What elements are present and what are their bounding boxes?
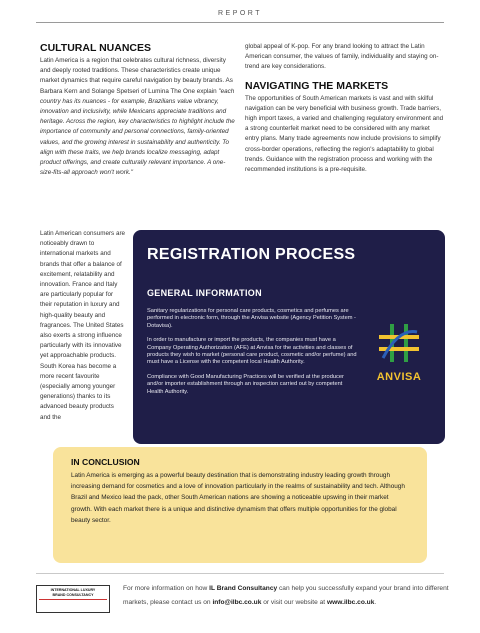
- registration-para-1: Sanitary regularizations for personal care products, cosmetics and perfumes are performed in electronic form, through the Anvisa website (Agency Petition System - Dotavisa).: [147, 308, 356, 329]
- anvisa-logo-icon: [377, 322, 421, 364]
- registration-para-3: Compliance with Good Manufacturing Practices will be verified at the producer and/or importer establishment through an inspection carried out by competent Health Authority.: [147, 373, 344, 395]
- ilbc-logo-line-2: BRAND CONSULTANCY: [52, 592, 94, 597]
- website-link[interactable]: www.ilbc.co.uk: [326, 599, 375, 606]
- cultural-paragraph: [40, 56, 236, 178]
- footer-text-b: can help you successfully expand your brand into different markets, please contact us on: [123, 585, 449, 606]
- cultural-quote: "each country has its nuances - for example, Brazilians value vibrancy, innovation and inclusivity, while Mexicans appreciate traditions and heritage. Across the region, key characteristics to highlight include the importance of community and personal connections, family-oriented values, and the growing interest in sustainability and authenticity. To align with these traits, we help brands localize messaging, adapt product offerings, and create culturally relevant importance. A one-size-fits-all approach won't work.": [40, 87, 235, 177]
- right-column: [245, 42, 445, 175]
- email-link[interactable]: info@ilbc.co.uk: [212, 599, 262, 606]
- cultural-section: [40, 42, 236, 178]
- cultural-heading: CULTURAL NUANCES: [40, 42, 152, 54]
- ilbc-logo-bar: [39, 599, 107, 600]
- conclusion-box: [53, 447, 427, 563]
- footer-text-a: For more information on how: [123, 585, 210, 592]
- footer-text: [123, 582, 453, 610]
- registration-box: [133, 230, 445, 444]
- registration-para-2: In order to manufacture or import the products, the companies must have a Company Operating Authorization (AFE) at Anvisa for the activities and classes of products they wish to market (personal care product, cosmetic and/or perfume) and must have a License with the competent local Health Authority.: [147, 337, 357, 366]
- brand-name: IL Brand Consultancy: [209, 585, 278, 592]
- footer-text-c: or visit our website at: [261, 599, 327, 606]
- conclusion-paragraph: Latin America is emerging as a powerful beauty destination that is demonstrating industry leading growth through increasing demand for cosmetics and a love of innovation particularly in the realms of sustainability and tech. Although Brazil and Mexico lead the pack, other South American nations are showing a noticeable upswing in their market growth. With each market there is a unique and distinctive dynamism that offers multiple opportunities for the global beauty sector.: [71, 472, 405, 524]
- footer-divider: [36, 573, 444, 574]
- navigating-paragraph: The opportunities of South American markets is vast and with skilful navigation can be very beneficial with business growth. Trade barriers, high import taxes, a varied and challenging regulatory environment and a strong counterfeit market need to be considered with any market entry plans. Many trade agreements now include provisions to simplify cross-border operations, reflecting the region's adaptability to global trends. Guidance with the registration process and working with the recommended institutions is a pre-requisite.: [245, 94, 444, 174]
- anvisa-logo: [369, 322, 429, 383]
- cultural-paragraph-2: Latin American consumers are noticeably drawn to international markets and brands that offer a balance of excitement, relatability and innovation. France and Italy are particularly popular for their reputation in luxury and high-quality beauty and fragrances. The United States also exerts a strong influence particularly with its innovative yet approachable products. South Korea has become a more recent favourite (especially among younger generations) thanks to its advanced beauty products and the: [40, 230, 126, 421]
- general-information-heading: GENERAL INFORMATION: [147, 288, 262, 298]
- conclusion-heading: IN CONCLUSION: [71, 457, 140, 467]
- ilbc-logo-line-1: INTERNATIONAL LUXURY: [50, 588, 96, 592]
- report-header: REPORT: [217, 10, 263, 17]
- ilbc-logo-icon: [36, 585, 110, 613]
- navigating-heading: NAVIGATING THE MARKETS: [245, 79, 389, 92]
- anvisa-logo-text: ANVISA: [376, 371, 422, 383]
- continuation-paragraph: global appeal of K-pop. For any brand looking to attract the Latin American consumer, the values of family, individuality and staying on-trend are key considerations.: [245, 43, 439, 71]
- footer-text-d: .: [374, 599, 377, 606]
- header-divider: [36, 22, 444, 23]
- registration-title: REGISTRATION PROCESS: [147, 246, 356, 263]
- cultural-intro: Latin America is a region that celebrates cultural richness, diversity and deeply rooted traditions. These characteristics create unique market dynamics that require careful navigation by beauty brands. As Barbara Kern and Solange Spetseri of Lumina The One explain: [40, 57, 233, 95]
